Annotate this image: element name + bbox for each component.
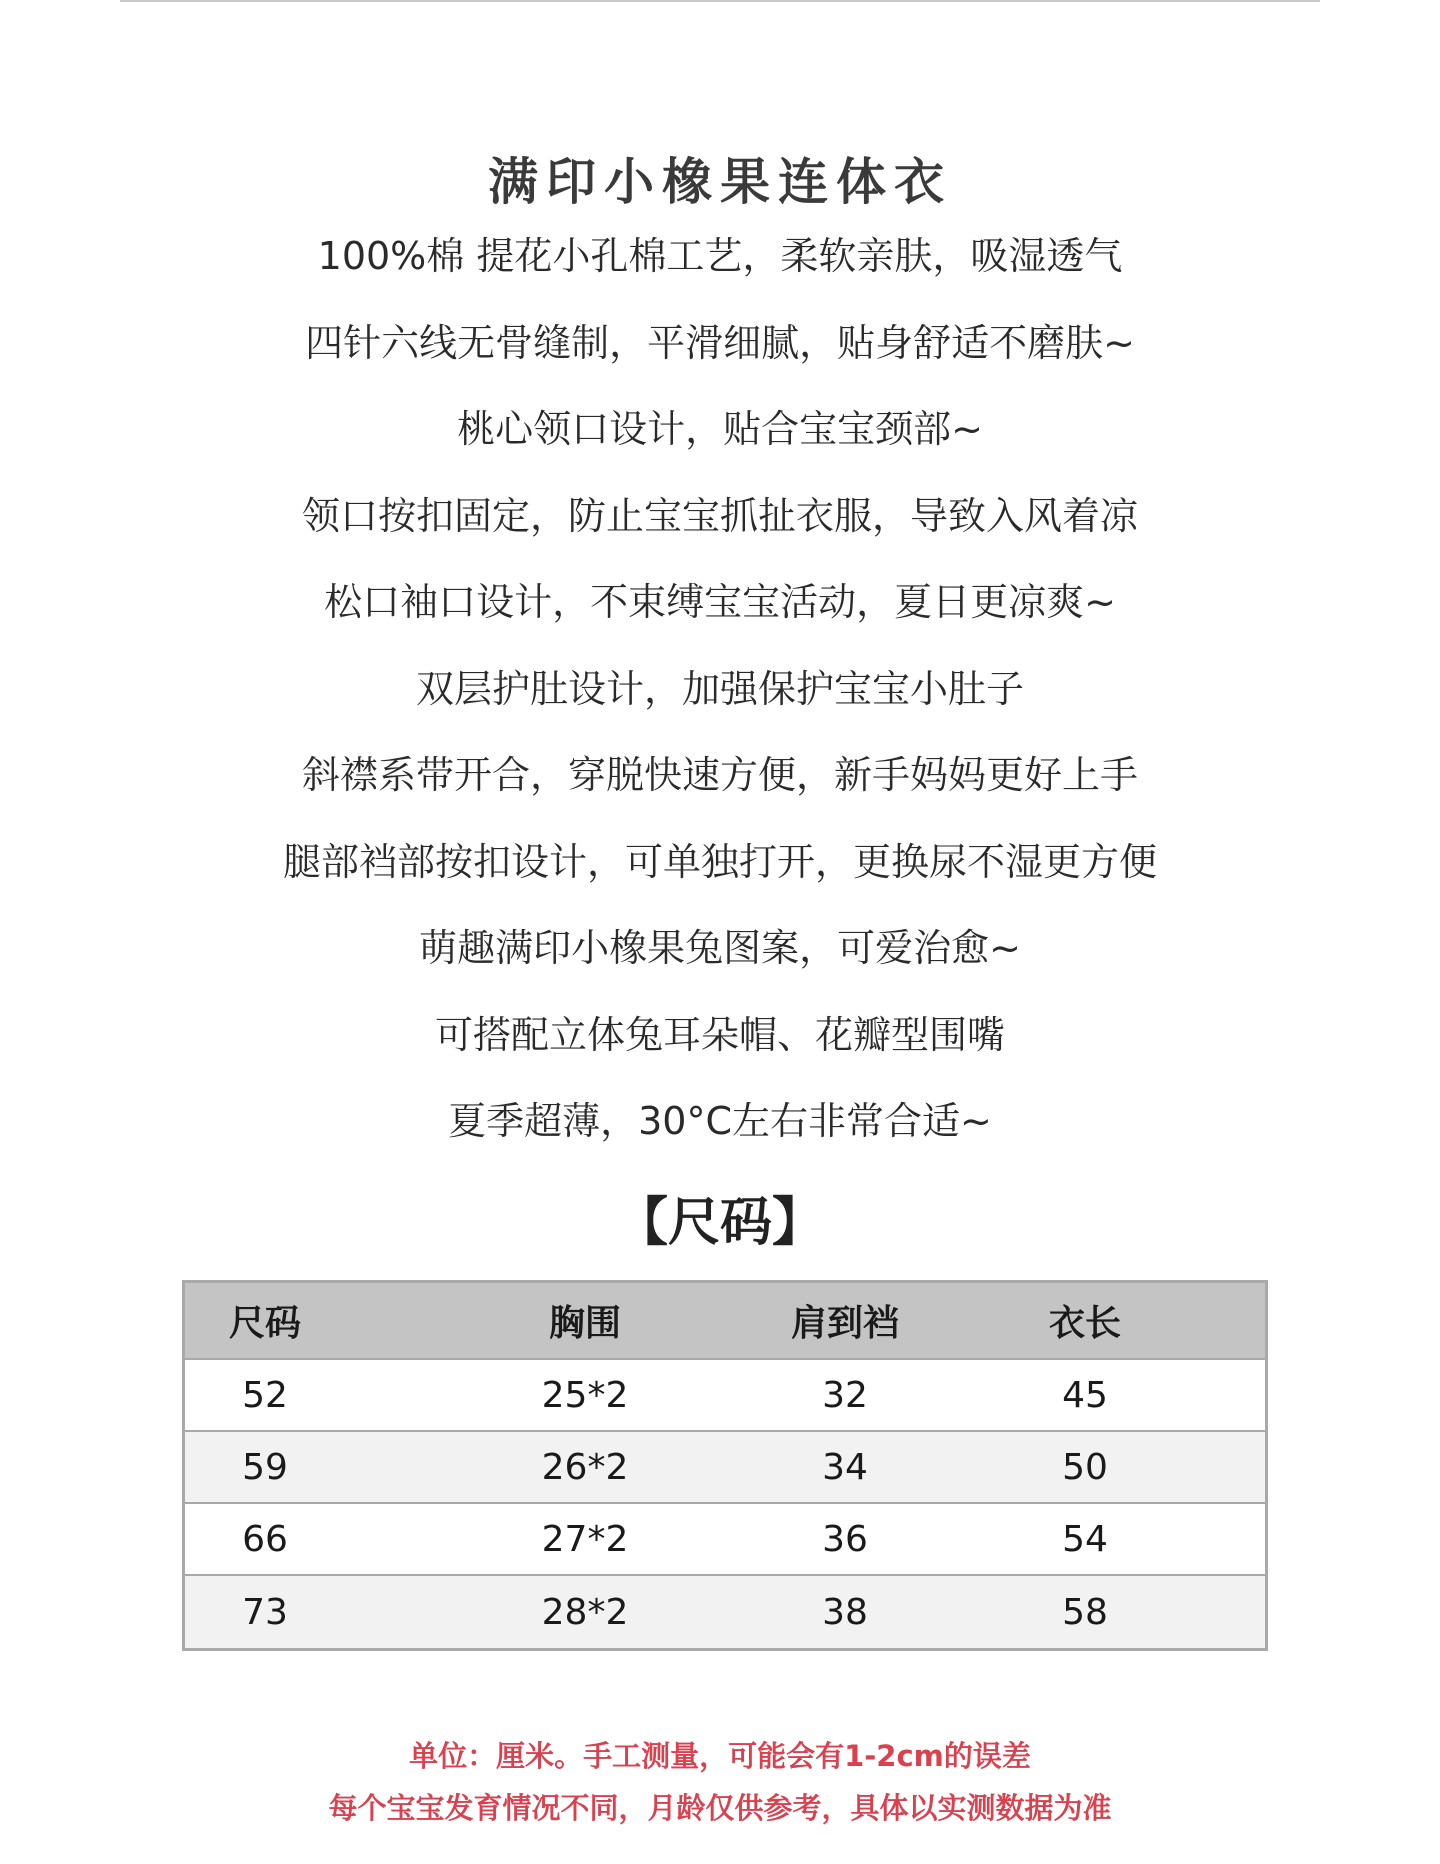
table-cell: 26*2 [541,1446,629,1488]
header-cell-length: 衣长 [1048,1303,1121,1344]
table-cell: 66 [242,1518,288,1560]
table-cell: 50 [1062,1446,1108,1488]
feature-line: 松口袖口设计，不束缚宝宝活动，夏日更凉爽~ [324,580,1116,624]
feature-line: 斜襟系带开合，穿脱快速方便，新手妈妈更好上手 [301,753,1138,797]
table-cell: 45 [1062,1374,1108,1416]
table-cell: 36 [822,1518,868,1560]
feature-line: 夏季超薄，30°C左右非常合适~ [448,1099,992,1143]
table-cell: 73 [242,1591,288,1633]
table-cell: 27*2 [541,1518,629,1560]
table-row [185,1504,1265,1576]
table-cell: 52 [242,1374,288,1416]
table-cell: 38 [822,1591,868,1633]
top-divider [120,0,1320,2]
measurement-notes [0,1730,1440,1834]
table-cell: 32 [822,1374,868,1416]
reference-note: 每个宝宝发育情况不同，月龄仅供参考，具体以实测数据为准 [328,1791,1112,1825]
table-cell: 54 [1062,1518,1108,1560]
feature-line: 四针六线无骨缝制，平滑细腻，贴身舒适不磨肤~ [305,320,1135,365]
table-cell: 58 [1062,1591,1108,1633]
feature-line: 双层护肚设计，加强保护宝宝小肚子 [415,666,1024,711]
table-row [185,1432,1265,1504]
table-row [185,1360,1265,1432]
size-heading: 【尺码】 [615,1193,824,1253]
feature-line: 桃心领口设计，贴合宝宝颈部~ [457,407,983,451]
feature-list [0,226,1440,1178]
feature-line: 领口按扣固定，防止宝宝抓扯衣服，导致入风着凉 [301,493,1138,538]
size-table [182,1280,1268,1651]
table-cell: 25*2 [541,1374,629,1416]
feature-line: 腿部裆部按扣设计，可单独打开，更换尿不湿更方便 [282,839,1157,884]
feature-line: 萌趣满印小橡果兔图案，可爱治愈~ [419,926,1021,970]
table-cell: 28*2 [541,1591,629,1633]
header-cell-chest: 胸围 [548,1303,621,1344]
table-row [185,1576,1265,1648]
product-title: 满印小橡果连体衣 [488,153,952,211]
table-header-row [185,1283,1265,1360]
header-cell-size: 尺码 [228,1303,301,1344]
table-cell: 34 [822,1446,868,1488]
table-cell: 59 [242,1446,288,1488]
header-cell-shoulder-to-crotch: 肩到裆 [790,1303,899,1344]
feature-line: 100%棉 提花小孔棉工艺，柔软亲肤，吸湿透气 [317,234,1123,278]
unit-note: 单位：厘米。手工测量，可能会有1-2cm的误差 [409,1739,1031,1773]
feature-line: 可搭配立体兔耳朵帽、花瓣型围嘴 [434,1012,1005,1057]
